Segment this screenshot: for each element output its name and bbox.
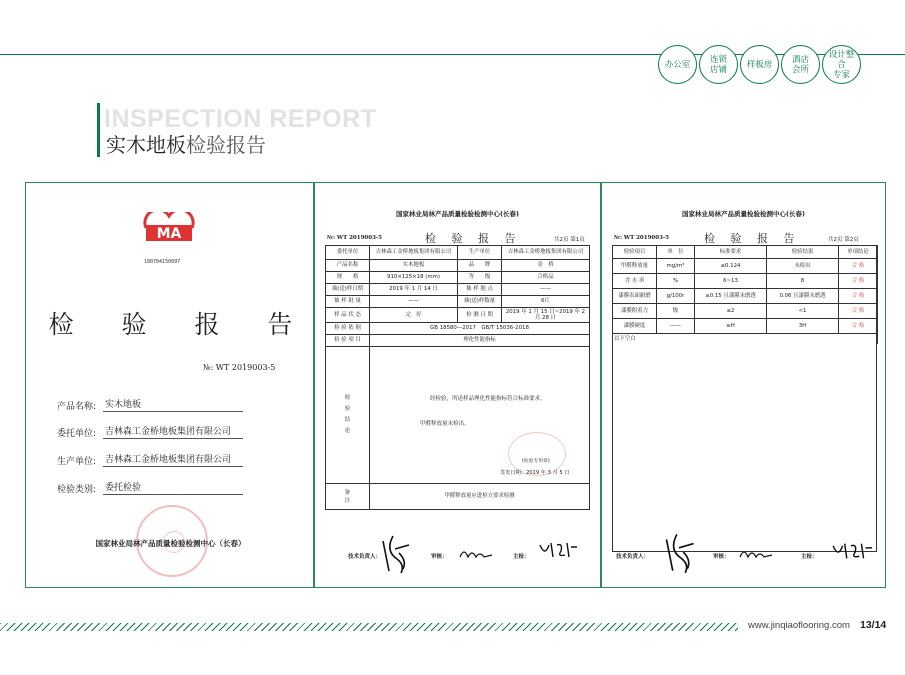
table-cell: g/100r <box>657 289 695 304</box>
page1-info-table <box>325 245 590 510</box>
table-cell: 品 牌 <box>458 260 502 272</box>
title-english: INSPECTION REPORT <box>104 105 377 133</box>
table-cell: <1 <box>767 304 839 319</box>
table-cell: 8 <box>767 274 839 289</box>
page1-organization: 国家林业局林产品质量检验检测中心(长春) <box>396 210 519 218</box>
table-cell: 漆膜附着力 <box>613 304 657 319</box>
signature-tech-icon <box>375 531 415 577</box>
cover-field-label: 委托单位: <box>57 429 97 439</box>
cover-field-value: 委托检验 <box>103 480 243 495</box>
page1-sign-tech: 技术负责人： <box>348 554 382 560</box>
table-row <box>613 304 878 319</box>
table-cell: 完 好 <box>370 308 458 323</box>
table-row <box>613 289 878 304</box>
page2-results-table <box>612 245 878 344</box>
table-cell: —— <box>657 319 695 334</box>
table-cell-result: 合 格 <box>839 319 878 334</box>
title-chinese-sub: 检验报告 <box>186 133 266 157</box>
page2-organization: 国家林业局林产品质量检验检测中心(长春) <box>682 210 805 218</box>
signature-check-icon <box>738 545 774 563</box>
table-cell: 抽 样 地 点 <box>458 284 502 296</box>
cover-field-client <box>57 424 243 439</box>
conclusion-line-2: 甲醛释放量未检出。 <box>420 421 470 427</box>
table-cell: 0.06 且漆膜未磨透 <box>767 289 839 304</box>
category-circles <box>658 45 861 84</box>
signature-tech-icon <box>658 529 700 577</box>
sign-date: 签发日期：2019 年 3 月 5 日 <box>500 470 570 476</box>
table-cell: 备 注 <box>326 484 370 510</box>
table-cell: 含 水 率 <box>613 274 657 289</box>
table-header-cell: 检验项目 <box>613 246 657 259</box>
report-cover-panel <box>25 182 314 588</box>
table-cell: 样 品 状 态 <box>326 308 370 323</box>
table-cell: 910×125×18 (mm) <box>370 272 458 284</box>
category-hotel-club[interactable]: 酒店 会所 <box>781 45 820 84</box>
table-cell: 甲醛释放量 <box>613 259 657 274</box>
table-cell: 6片 <box>502 296 590 308</box>
table-cell: 等 级 <box>458 272 502 284</box>
table-cell: 检 测 日 期 <box>458 308 502 323</box>
cover-field-label: 检验类别: <box>57 485 97 495</box>
table-cell: ≤0.15 且漆膜未磨透 <box>695 289 767 304</box>
table-cell: 吉林森工金桥地板集团有限公司 <box>370 246 458 260</box>
table-cell: 实木地板 <box>370 260 458 272</box>
table-row <box>326 296 590 308</box>
page2-report-number: №: WT 2019003-5 <box>614 235 670 241</box>
table-row <box>613 259 878 274</box>
table-cell: 吉林森工金桥地板集团有限公司 <box>502 246 590 260</box>
cover-field-inspection-type <box>57 480 243 495</box>
table-cell: 产品名称 <box>326 260 370 272</box>
title-chinese <box>106 131 266 159</box>
table-cell-result: 合 格 <box>839 304 878 319</box>
table-header-cell: 单项结论 <box>839 246 878 259</box>
table-row <box>326 246 590 260</box>
report-page-1-panel <box>314 182 601 588</box>
table-cell: 检 验 依 据 <box>326 323 370 335</box>
table-cell: 甲醛释放量应进检方要求检测 <box>370 484 590 510</box>
table-cell-result: 合 格 <box>839 259 878 274</box>
table-cell: —— <box>502 284 590 296</box>
table-row <box>326 484 590 510</box>
page2-title: 检 验 报 告 <box>704 232 801 245</box>
table-cell: 检 验 项 目 <box>326 335 370 347</box>
table-cell: 3H <box>767 319 839 334</box>
table-cell: ≤2 <box>695 304 767 319</box>
page1-report-number: №: WT 2019003-5 <box>327 235 383 241</box>
cover-title: 检 验 报 告 <box>48 310 313 339</box>
table-cell: 级 <box>657 304 695 319</box>
category-design-expert[interactable]: 设计整合 专家 <box>822 45 861 84</box>
table-row <box>326 347 590 484</box>
table-cell: 检 验 结 论 <box>326 347 370 484</box>
table-cell: % <box>657 274 695 289</box>
table-cell: 抽 样 批 量 <box>326 296 370 308</box>
table-row <box>326 323 590 335</box>
table-cell: 2019 年 1 月 15 日~2019 年 2 月 28 日 <box>502 308 590 323</box>
cover-report-number: №: WT 2019003-5 <box>203 363 276 372</box>
table-cell: 6~13 <box>695 274 767 289</box>
table-cell-result: 合 格 <box>839 274 878 289</box>
table-header-cell: 标准要求 <box>695 246 767 259</box>
table-header-row <box>613 246 878 259</box>
conclusion-line-1: 经检验，所送样品理化性能指标符合标准要求。 <box>430 396 546 402</box>
page1-page-number: 共2页 第1页 <box>554 237 585 243</box>
cma-logo-text: MA <box>156 226 182 242</box>
page2-sign-main: 主检： <box>801 554 818 560</box>
table-cell: 抽(送)样日期 <box>326 284 370 296</box>
table-cell: GB 18580—2017 GB/T 15036-2018 <box>370 323 590 335</box>
table-cell: ≤0.124 <box>695 259 767 274</box>
title-chinese-main: 实木地板 <box>106 133 186 157</box>
table-cell: mg/m³ <box>657 259 695 274</box>
table-cell: 抽(送)样数量 <box>458 296 502 308</box>
category-showroom[interactable]: 样板房 <box>740 45 779 84</box>
table-row <box>326 272 590 284</box>
table-cell: 委托单位 <box>326 246 370 260</box>
footer-hatch-divider <box>0 623 738 631</box>
table-cell: 漆膜硬度 <box>613 319 657 334</box>
table-row <box>326 260 590 272</box>
table-header-cell: 检验结果 <box>767 246 839 259</box>
footer-page-number: 13/14 <box>860 619 887 631</box>
table-cell: 规 格 <box>326 272 370 284</box>
table-cell: 生产单位 <box>458 246 502 260</box>
signature-check-icon <box>458 545 494 563</box>
table-row <box>613 274 878 289</box>
table-cell: 理化性能指标 <box>370 335 590 347</box>
table-row <box>326 335 590 347</box>
certificate-number: 180704150097 <box>144 259 181 265</box>
cma-logo-icon <box>142 212 196 244</box>
cover-organization: 国家林业局林产品质量检验检测中心（长春） <box>95 539 246 548</box>
table-row <box>613 319 878 334</box>
table-row <box>326 284 590 296</box>
cover-field-label: 产品名称: <box>57 402 97 412</box>
cover-field-value: 实木地板 <box>103 397 243 412</box>
page1-sign-main: 主检： <box>513 554 530 560</box>
table-cell: 漆膜表面耐磨 <box>613 289 657 304</box>
page2-sign-tech: 技术负责人： <box>616 554 650 560</box>
category-chain-store[interactable]: 连锁 店铺 <box>699 45 738 84</box>
cover-field-value: 吉林森工金桥地板集团有限公司 <box>103 452 243 467</box>
cover-field-manufacturer <box>57 452 243 467</box>
cover-field-product <box>57 397 243 412</box>
page1-sign-check: 审核： <box>431 554 448 560</box>
table-cell-blank: 以下空白 <box>613 334 878 344</box>
table-cell: 合格品 <box>502 272 590 284</box>
signature-main-icon <box>830 539 874 563</box>
page2-sign-check: 审核： <box>713 554 730 560</box>
conclusion-cell <box>370 347 590 484</box>
cover-field-label: 生产单位: <box>57 457 97 467</box>
table-row <box>613 334 878 344</box>
table-cell: ≥H <box>695 319 767 334</box>
table-cell-result: 合 格 <box>839 289 878 304</box>
footer-website-link[interactable]: www.jinqiaoflooring.com <box>748 620 850 631</box>
title-accent-bar <box>97 103 100 157</box>
table-cell: 2019 年 1 月 14 日 <box>370 284 458 296</box>
table-cell: —— <box>370 296 458 308</box>
page2-page-number: 共2页 第2页 <box>828 237 859 243</box>
table-header-cell: 单 位 <box>657 246 695 259</box>
cover-field-value: 吉林森工金桥地板集团有限公司 <box>103 424 243 439</box>
report-page-2-panel <box>601 182 886 588</box>
table-cell: 金 桥 <box>502 260 590 272</box>
signature-main-icon <box>537 539 579 561</box>
table-row <box>326 308 590 323</box>
stamp-caption: (检验专用章) <box>522 459 550 464</box>
category-office[interactable]: 办公室 <box>658 45 697 84</box>
page1-title: 检 验 报 告 <box>425 232 522 245</box>
table-cell: 未检出 <box>767 259 839 274</box>
